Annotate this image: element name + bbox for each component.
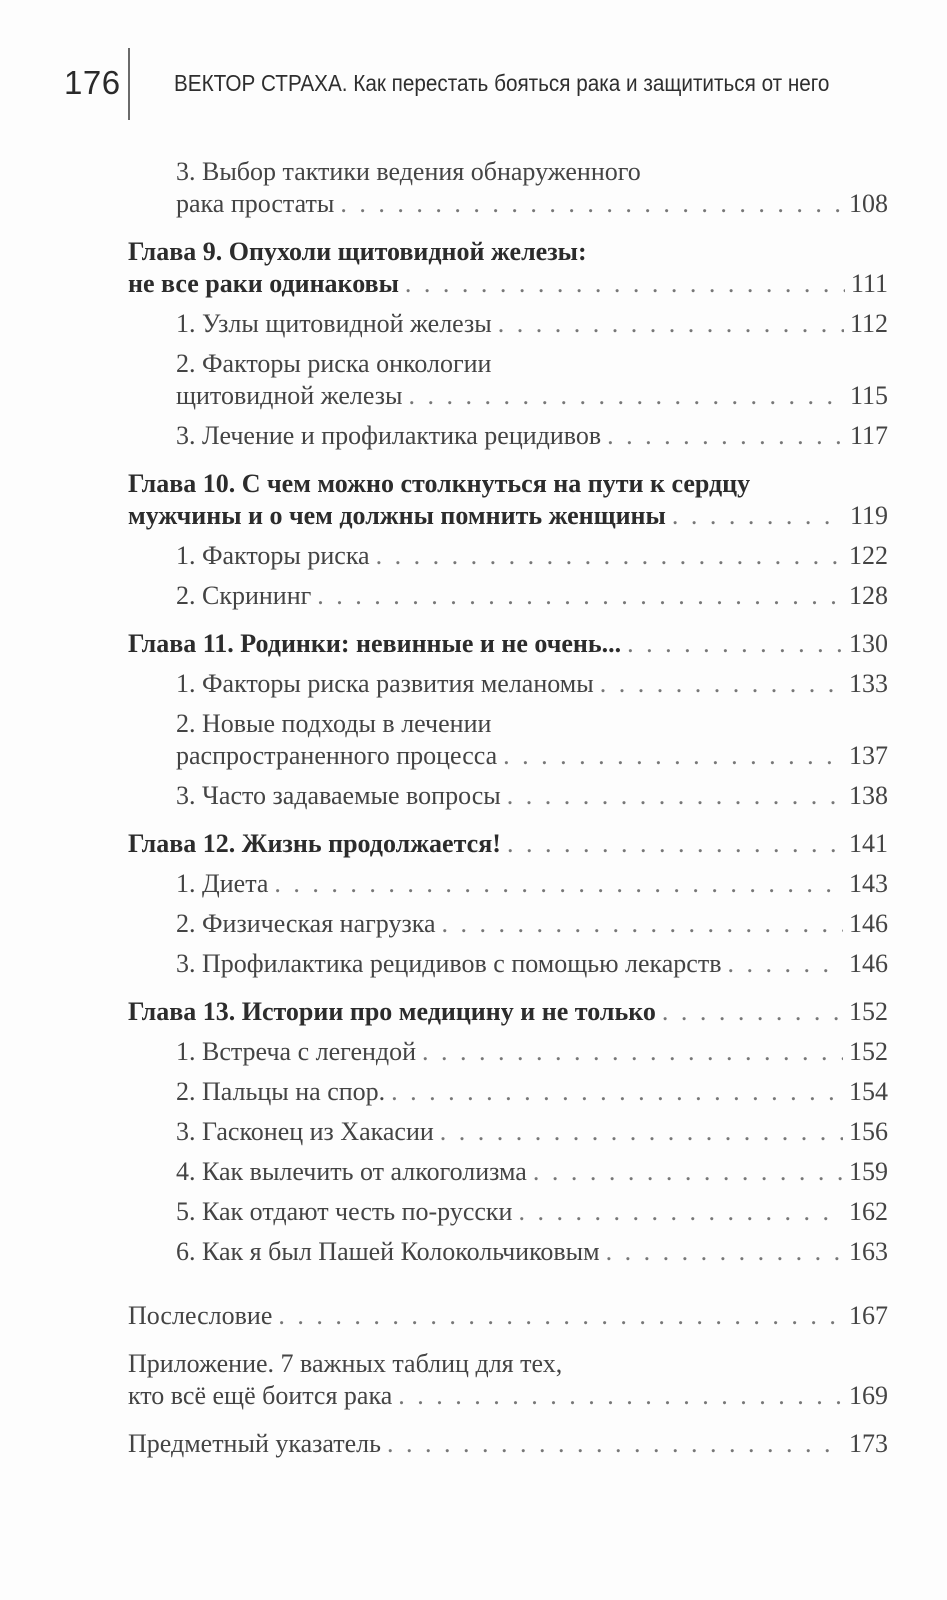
- toc-chapter-title-cont: не все раки одинаковы: [128, 269, 399, 298]
- leader-dots: [498, 308, 844, 340]
- toc-entry-title: 3. Лечение и профилактика рецидивов: [176, 421, 602, 450]
- leader-dots: [662, 996, 843, 1028]
- toc-entry-title-cont: распространенного процесса: [176, 741, 498, 770]
- toc-entry: [176, 308, 888, 340]
- toc-entry: [176, 1196, 888, 1228]
- toc-entry: [176, 1116, 888, 1148]
- toc-chapter-title: Глава 11. Родинки: невинные и не очень...: [128, 629, 622, 658]
- toc-page-number: 108: [849, 189, 888, 218]
- toc-entry: [176, 668, 888, 700]
- toc-entry-title: 1. Факторы риска развития меланомы: [176, 669, 594, 698]
- toc-entry-title: 4. Как вылечить от алкоголизма: [176, 1157, 527, 1186]
- toc-page-number: 117: [849, 421, 888, 450]
- page-header: [0, 0, 947, 140]
- toc-page-number: 141: [849, 829, 888, 858]
- leader-dots: [600, 668, 843, 700]
- toc-entry-title: 3. Профилактика рецидивов с помощью лекарств: [176, 949, 722, 978]
- header-divider: [128, 48, 130, 120]
- leader-dots: [398, 1380, 843, 1412]
- toc-page-number: 133: [849, 669, 888, 698]
- toc-page-number: 152: [849, 997, 888, 1026]
- toc-entry-title-cont: кто всё ещё боится рака: [128, 1381, 393, 1410]
- toc-entry: [176, 420, 888, 452]
- toc-entry: [176, 156, 888, 220]
- toc-entry: [176, 348, 888, 412]
- toc-entry-title: 1. Диета: [176, 869, 269, 898]
- leader-dots: [391, 1076, 843, 1108]
- toc-entry: [128, 1300, 888, 1332]
- toc-chapter: [128, 628, 888, 660]
- toc-page-number: 169: [849, 1381, 888, 1410]
- leader-dots: [317, 580, 843, 612]
- toc-page-number: 146: [849, 949, 888, 978]
- leader-dots: [274, 868, 843, 900]
- leader-dots: [727, 948, 843, 980]
- toc-page-number: 146: [849, 909, 888, 938]
- toc-entry-title-cont: щитовидной железы: [176, 381, 403, 410]
- toc-entry-title: 1. Факторы риска: [176, 541, 370, 570]
- toc-page-number: 115: [849, 381, 888, 410]
- toc-entry-title: 6. Как я был Пашей Колокольчиковым: [176, 1237, 600, 1266]
- toc-chapter-title-cont: мужчины и о чем должны помнить женщины: [128, 501, 666, 530]
- toc-page-number: 128: [849, 581, 888, 610]
- toc-page-number: 159: [849, 1157, 888, 1186]
- toc-chapter-title: Глава 12. Жизнь продолжается!: [128, 829, 501, 858]
- toc-entry-title-cont: рака простаты: [176, 189, 335, 218]
- toc-entry: [176, 1036, 888, 1068]
- toc-entry-title: 2. Факторы риска онкологии: [176, 349, 492, 378]
- toc-page-number: 154: [849, 1077, 888, 1106]
- toc-page-number: 122: [849, 541, 888, 570]
- leader-dots: [503, 740, 843, 772]
- toc-entry: [128, 1428, 888, 1460]
- toc-page-number: 173: [849, 1429, 888, 1458]
- toc-entry-title: 3. Гасконец из Хакасии: [176, 1117, 434, 1146]
- toc-page-number: 130: [849, 629, 888, 658]
- toc-entry: [176, 580, 888, 612]
- toc-chapter-title: Глава 10. С чем можно столкнуться на пути к сердцу: [128, 469, 751, 498]
- leader-dots: [442, 908, 843, 940]
- toc-page-number: 111: [850, 269, 888, 298]
- leader-dots: [533, 1156, 843, 1188]
- toc-entry: [176, 1236, 888, 1268]
- toc-entry-title: 3. Выбор тактики ведения обнаруженного: [176, 157, 641, 186]
- page-number: 176: [64, 64, 121, 101]
- toc-entry: [176, 908, 888, 940]
- toc-entry: [176, 540, 888, 572]
- leader-dots: [340, 188, 843, 220]
- toc-entry: [176, 708, 888, 772]
- leader-dots: [627, 628, 843, 660]
- leader-dots: [606, 1236, 843, 1268]
- toc-entry: [176, 1076, 888, 1108]
- toc-entry-title: Приложение. 7 важных таблиц для тех,: [128, 1349, 563, 1378]
- toc-page-number: 112: [849, 309, 888, 338]
- toc-chapter: [128, 236, 888, 300]
- leader-dots: [408, 380, 844, 412]
- toc-page-number: 143: [849, 869, 888, 898]
- leader-dots: [507, 828, 843, 860]
- leader-dots: [387, 1428, 843, 1460]
- toc-page-number: 162: [849, 1197, 888, 1226]
- toc-chapter: [128, 468, 888, 532]
- leader-dots: [440, 1116, 843, 1148]
- toc-entry: [176, 948, 888, 980]
- running-title: ВЕКТОР СТРАХА. Как перестать бояться рака и защититься от него: [174, 70, 830, 96]
- toc-entry-title: Послесловие: [128, 1301, 273, 1330]
- leader-dots: [376, 540, 843, 572]
- toc-chapter-title: Глава 13. Истории про медицину и не только: [128, 997, 656, 1026]
- leader-dots: [278, 1300, 843, 1332]
- leader-dots: [518, 1196, 843, 1228]
- leader-dots: [405, 268, 845, 300]
- leader-dots: [507, 780, 843, 812]
- toc-page-number: 152: [849, 1037, 888, 1066]
- toc-page-number: 156: [849, 1117, 888, 1146]
- leader-dots: [672, 500, 844, 532]
- toc-chapter-title: Глава 9. Опухоли щитовидной железы:: [128, 237, 587, 266]
- toc-entry-title: 3. Часто задаваемые вопросы: [176, 781, 501, 810]
- toc-entry-title: 2. Пальцы на спор.: [176, 1077, 386, 1106]
- toc-entry-title: 1. Узлы щитовидной железы: [176, 309, 492, 338]
- toc-entry-title: 5. Как отдают честь по-русски: [176, 1197, 513, 1226]
- toc-chapter: [128, 828, 888, 860]
- leader-dots: [422, 1036, 843, 1068]
- toc-entry-title: 2. Скрининг: [176, 581, 312, 610]
- toc-page-number: 167: [849, 1301, 888, 1330]
- toc-entry-title: Предметный указатель: [128, 1429, 382, 1458]
- toc-entry-title: 2. Новые подходы в лечении: [176, 709, 492, 738]
- leader-dots: [607, 420, 844, 452]
- toc-page-number: 138: [849, 781, 888, 810]
- toc-entry: [176, 1156, 888, 1188]
- toc-entry: [176, 780, 888, 812]
- toc-entry-title: 1. Встреча с легендой: [176, 1037, 417, 1066]
- toc-entry-title: 2. Физическая нагрузка: [176, 909, 436, 938]
- toc-entry: [128, 1348, 888, 1412]
- toc-chapter: [128, 996, 888, 1028]
- toc-page-number: 163: [849, 1237, 888, 1266]
- toc-page-number: 119: [849, 501, 888, 530]
- toc-page-number: 137: [849, 741, 888, 770]
- toc-entry: [176, 868, 888, 900]
- table-of-contents: [128, 156, 888, 1460]
